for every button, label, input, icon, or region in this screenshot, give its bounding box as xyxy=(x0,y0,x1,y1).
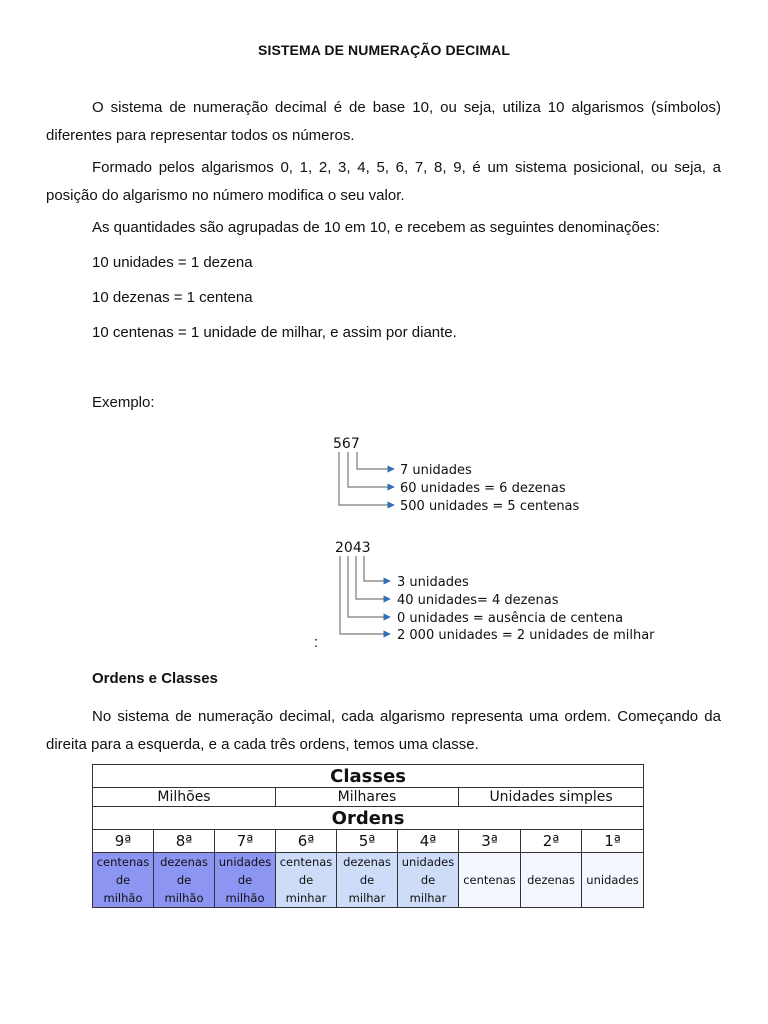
order-number: 9ª xyxy=(93,830,154,853)
order-name-cell xyxy=(459,853,521,908)
paragraph-positional: Formado pelos algarismos 0, 1, 2, 3, 4, 5, 6, 7, 8, 9, é um sistema posicional, ou seja, a posição do algarismo no número modifica o seu valor. xyxy=(46,159,721,204)
example-567-item: 60 unidades = 6 dezenas xyxy=(400,481,566,496)
order-number: 1ª xyxy=(582,830,644,853)
classes-orders-table xyxy=(92,764,644,908)
class-group-millions: Milhões xyxy=(93,788,276,807)
connector-hundreds xyxy=(339,452,394,505)
order-name-line: centenas xyxy=(279,855,333,869)
class-group-thousands: Milhares xyxy=(276,788,459,807)
classes-header: Classes xyxy=(93,765,644,788)
section-heading-ordens-classes: Ordens e Classes xyxy=(92,670,218,687)
order-name-line: dezenas xyxy=(343,855,391,869)
order-number: 7ª xyxy=(215,830,276,853)
stray-colon: : xyxy=(314,634,319,651)
order-name-line: unidades xyxy=(218,855,272,869)
order-number: 2ª xyxy=(521,830,582,853)
class-group-simple-units: Unidades simples xyxy=(459,788,644,807)
order-name-line: milhão xyxy=(164,891,204,905)
order-name-line: unidades xyxy=(586,873,639,887)
order-name-line: dezenas xyxy=(527,873,575,887)
order-name-line: unidades xyxy=(401,855,455,869)
page-title: SISTEMA DE NUMERAÇÃO DECIMAL xyxy=(258,42,510,58)
order-name-line: de xyxy=(115,873,131,887)
example-567-item: 500 unidades = 5 centenas xyxy=(400,499,580,514)
order-name-cell xyxy=(215,853,276,908)
example-567-number: 567 xyxy=(333,436,360,452)
connector-units xyxy=(364,556,390,581)
order-name-line: milhão xyxy=(103,891,143,905)
rule-dezena: 10 unidades = 1 dezena xyxy=(92,254,253,271)
orders-header: Ordens xyxy=(93,807,644,830)
order-name-line: centenas xyxy=(463,873,516,887)
order-name-line: de xyxy=(359,873,375,887)
order-name-line: de xyxy=(237,873,253,887)
order-number: 4ª xyxy=(398,830,459,853)
order-name-line: de xyxy=(420,873,436,887)
example-label: Exemplo: xyxy=(92,394,155,411)
order-number: 3ª xyxy=(459,830,521,853)
order-name-cell xyxy=(154,853,215,908)
connector-hundreds xyxy=(348,556,390,617)
order-name-cell xyxy=(93,853,154,908)
order-number: 6ª xyxy=(276,830,337,853)
paragraph-ordens: No sistema de numeração decimal, cada algarismo representa uma ordem. Começando da direita para a esquerda, e a cada três ordens, temos uma classe. xyxy=(46,708,721,753)
example-567-item: 7 unidades xyxy=(400,463,472,478)
order-name-line: de xyxy=(176,873,192,887)
order-name-cell xyxy=(276,853,337,908)
paragraph-base-10: O sistema de numeração decimal é de base 10, ou seja, utiliza 10 algarismos (símbolos) diferentes para representar todos os números. xyxy=(46,99,721,144)
order-name-line: milhão xyxy=(225,891,265,905)
paragraph-grouping: As quantidades são agrupadas de 10 em 10, e recebem as seguintes denominações: xyxy=(92,219,660,236)
connector-units xyxy=(357,452,394,469)
order-name-line: de xyxy=(298,873,314,887)
order-name-cell xyxy=(521,853,582,908)
order-name-cell xyxy=(398,853,459,908)
example-2043-item: 2 000 unidades = 2 unidades de milhar xyxy=(397,628,655,643)
order-name-line: milhar xyxy=(409,891,447,905)
order-name-line: minhar xyxy=(285,891,327,905)
order-name-line: centenas xyxy=(96,855,150,869)
rule-milhar: 10 centenas = 1 unidade de milhar, e assim por diante. xyxy=(92,324,457,341)
example-2043-item: 40 unidades= 4 dezenas xyxy=(397,593,559,608)
order-name-cell xyxy=(337,853,398,908)
order-number: 8ª xyxy=(154,830,215,853)
connector-tens xyxy=(356,556,390,599)
example-2043-item: 0 unidades = ausência de centena xyxy=(397,611,624,626)
order-name-cell xyxy=(582,853,644,908)
order-name-line: dezenas xyxy=(160,855,208,869)
example-2043-number: 2043 xyxy=(335,540,371,556)
rule-centena: 10 dezenas = 1 centena xyxy=(92,289,253,306)
example-2043-item: 3 unidades xyxy=(397,575,469,590)
order-number: 5ª xyxy=(337,830,398,853)
order-name-line: milhar xyxy=(348,891,386,905)
